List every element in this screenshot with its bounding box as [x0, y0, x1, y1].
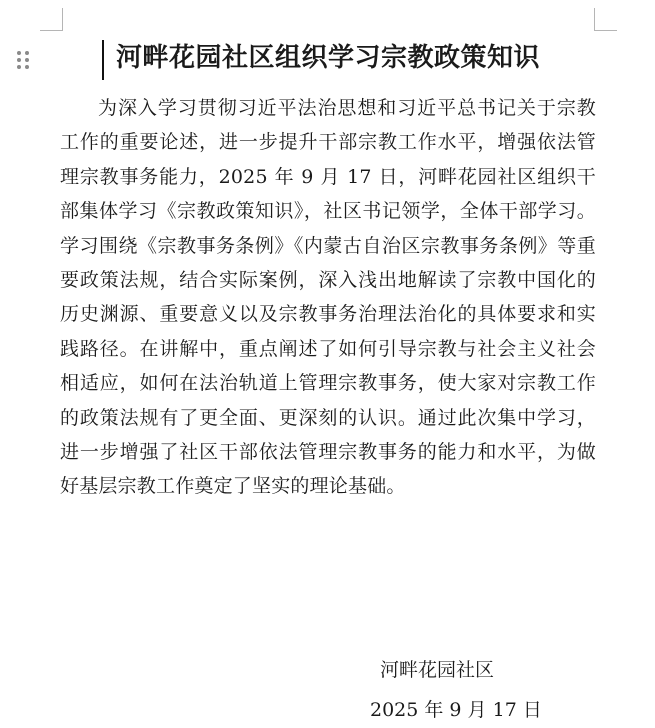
page-corner-mark-top-left	[40, 8, 63, 31]
document-title[interactable]: 河畔花园社区组织学习宗教政策知识	[115, 43, 540, 73]
page-corner-mark-top-right	[594, 8, 617, 31]
body-paragraph[interactable]: 为深入学习贯彻习近平法治思想和习近平总书记关于宗教工作的重要论述，进一步提升干部宗教工作水平，增强依法管理宗教事务能力，2025 年 9 月 17 日，河畔花园社区组织干部集体学习《宗教政策知识》，社区书记领学，全体干部学习。学习围绕《宗教事务条例》《内蒙古自治区宗教事务条例》等重要政策法规，结合实际案例，深入浅出地解读了宗教中国化的历史渊源、重要意义以及宗教事务治理法治化的具体要求和实践路径。在讲解中，重点阐述了如何引导宗教与社会主义社会相适应，如何在法治轨道上管理宗教事务，使大家对宗教工作的政策法规有了更全面、更深刻的认识。通过此次集中学习，进一步增强了社区干部依法管理宗教事务的能力和水平，为做好基层宗教工作奠定了坚实的理论基础。	[60, 97, 596, 498]
drag-handle-icon[interactable]	[15, 49, 31, 71]
signature-date[interactable]: 2025 年 9 月 17 日	[370, 699, 542, 721]
text-cursor	[102, 40, 104, 80]
signature-organization[interactable]: 河畔花园社区	[380, 659, 495, 681]
